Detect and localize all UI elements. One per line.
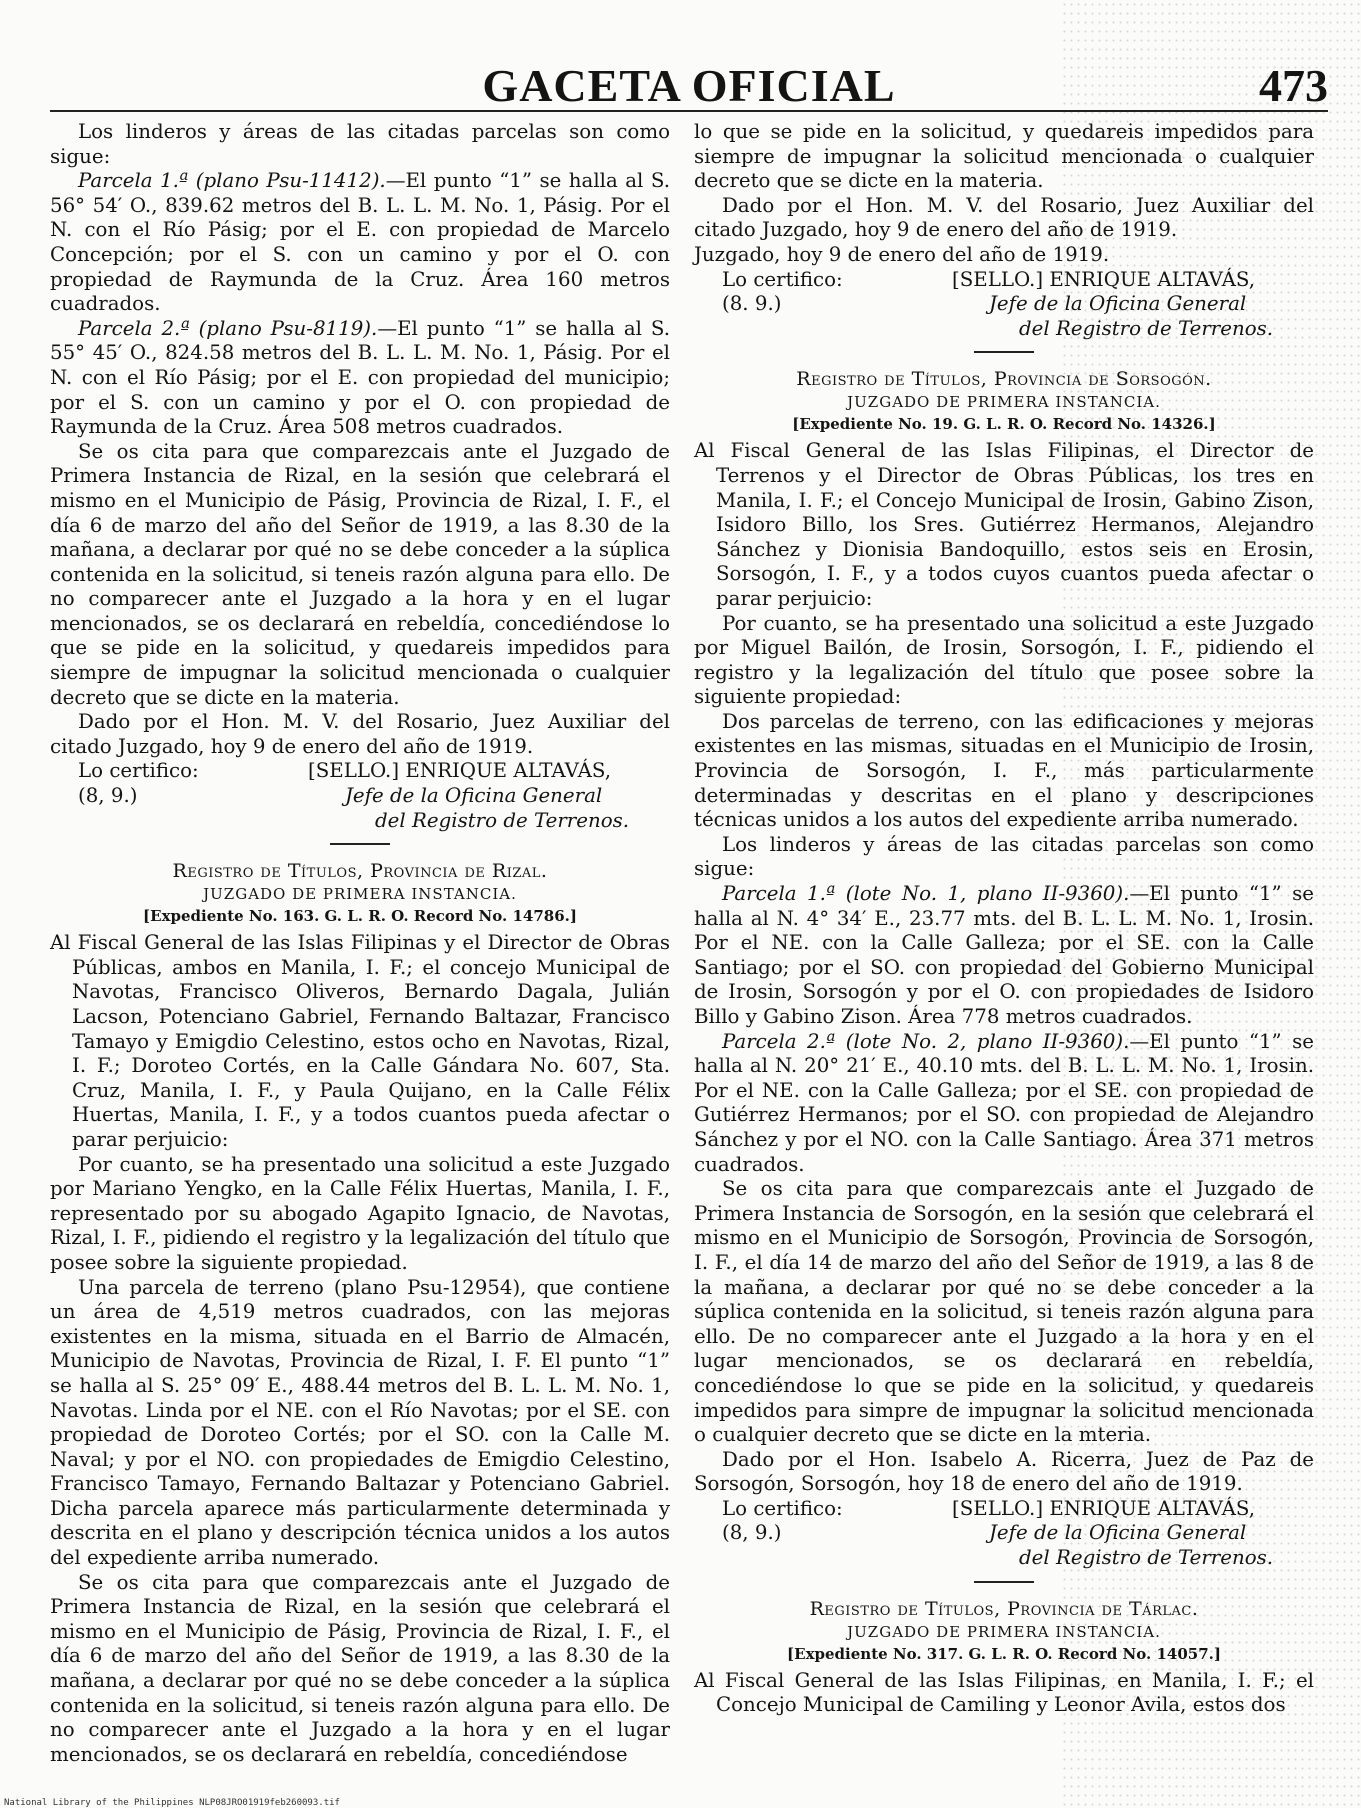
- signature-block: [694, 268, 1314, 342]
- paragraph: Dos parcelas de terreno, con las edificaciones y mejoras existentes en las mismas, situadas en el Municipio de Irosin, Provincia de Sorsogón, I. F., más particularmente determinadas y descritas en el plano y descripciones técnicas unidos a los autos del expediente arriba numerado.: [694, 709, 1314, 832]
- paragraph: Al Fiscal General de las Islas Filipinas y el Director de Obras Públicas, ambos en Manila, I. F.; el concejo Municipal de Navotas, Francisco Oliveros, Bernardo Dagala, Julián Lacson, Potenciano Gabriel, Fernando Baltazar, Francisco Tamayo y Emigdio Celestino, estos ocho en Navotas, Rizal, I. F.; Doroteo Cortés, en la Calle Gándara No. 607, Sta. Cruz, Manila, I. F., y Paula Quijano, en la Calle Félix Huertas, Manila, I. F., y a todos cuantos pueda afectar o parar perjuicio:: [50, 931, 670, 1151]
- sig-title: Jefe de la Oficina General: [345, 784, 603, 808]
- parcel-text: —El punto “1” se halla al S. 55° 45′ O., 824.58 metros del B. L. L. M. No. 1, Pásig. Por el N. con el Río Pásig; por el E. con propiedad del municipio; por el S. con un camino y por el O. con propiedad de Raymunda de la Cruz. Área 508 metros cuadrados.: [50, 316, 670, 439]
- signature-block: [694, 1497, 1314, 1571]
- parcel-title: Parcela 1.ª (plano Psu-11412).: [78, 169, 386, 193]
- section-expediente: [Expediente No. 19. G. L. R. O. Record No. 14326.]: [792, 415, 1216, 434]
- paragraph: Dado por el Hon. M. V. del Rosario, Juez Auxiliar del citado Juzgado, hoy 9 de enero del año de 1919.: [694, 193, 1314, 242]
- parcel-1: [50, 169, 670, 317]
- paragraph: Los linderos y áreas de las citadas parcelas son como sigue:: [50, 120, 670, 168]
- paragraph: Dado por el Hon. M. V. del Rosario, Juez Auxiliar del citado Juzgado, hoy 9 de enero del año de 1919.: [50, 710, 670, 758]
- paragraph: Por cuanto, se ha presentado una solicitud a este Juzgado por Mariano Yengko, en la Calle Félix Huertas, Manila, I. F., representado por su abogado Agapito Ignacio, de Navotas, Rizal, I. F., pidiendo el registro y la legalización del título que posee sobre la siguiente propiedad.: [50, 1152, 670, 1274]
- paragraph: lo que se pide en la solicitud, y quedareis impedidos para siempre de impugnar la solicitud mencionada o cualquier decreto que se dicte en la materia.: [694, 120, 1314, 193]
- parcel-title: Parcela 1.ª (lote No. 1, plano II-9360).: [722, 882, 1130, 906]
- parcel-2: [694, 1030, 1314, 1178]
- sig-name: [SELLO.] ENRIQUE ALTAVÁS,: [308, 759, 611, 783]
- paragraph: Una parcela de terreno (plano Psu-12954), que contiene un área de 4,519 metros cuadrados, con las mejoras existentes en la misma, situada en el Barrio de Almacén, Municipio de Navotas, Provincia de Rizal, I. F. El punto “1” se halla al S. 25° 09′ E., 488.44 metros del B. L. L. M. No. 1, Navotas. Linda por el NE. con el Río Navotas; por el SE. con propiedad de Doroteo Cortés; por el SO. con la Calle M. Naval; y por el NO. con propiedades de Emigdio Celestino, Francisco Tamayo, Fernando Baltazar y Potenciano Gabriel. Dicha parcela aparece más particularmente determinada y descrita en el plano y descripción técnica unidos a los autos del expediente arriba numerado.: [50, 1275, 670, 1570]
- section-expediente: [Expediente No. 163. G. L. R. O. Record No. 14786.]: [143, 907, 577, 926]
- parcel-text: —El punto “1” se halla al N. 20° 21′ E., 40.10 mts. del B. L. L. M. No. 1, Irosin. Por el NE. con la Calle Galleza; por el SE. con propiedad de Gutiérrez Hermanos; por el SO. con propiedad de Alejandro Sánchez y por el NO. con la Calle Santiago. Área 371 metros cuadrados.: [694, 1029, 1314, 1176]
- parcel-text: —El punto “1” se halla al N. 4° 34′ E., 23.77 mts. del B. L. L. M. No. 1, Irosin. Por el NE. con la Calle Galleza; por el SE. con la Calle Santiago; por el SO. con propiedad del Gobierno Municipal de Irosin, Sorsogón y por el O. con propiedades de Isidoro Billo y Gabino Zison. Área 778 metros cuadrados.: [694, 882, 1314, 1028]
- divider: [974, 351, 1034, 353]
- section-subtitle: JUZGADO DE PRIMERA INSTANCIA.: [847, 393, 1161, 412]
- scan-footer: National Library of the Philippines NLP08JRO01919feb260093.tif: [4, 1798, 340, 1808]
- right-column: [694, 120, 1314, 1718]
- paragraph: Dado por el Hon. Isabelo A. Ricerra, Juez de Paz de Sorsogón, Sorsogón, hoy 18 de enero del año de 1919.: [694, 1447, 1314, 1496]
- section-title: Registro de Títulos, Provincia de Tárlac.: [809, 1597, 1199, 1620]
- paragraph: Se os cita para que comparezcais ante el Juzgado de Primera Instancia de Rizal, en la sesión que celebrará el mismo en el Municipio de Pásig, Provincia de Rizal, I. F., el día 6 de marzo del año del Señor de 1919, a las 8.30 de la mañana, a declarar por qué no se debe conceder a la súplica contenida en la solicitud, si teneis razón alguna para ello. De no comparecer ante el Juzgado a la hora y en el lugar mencionados, se os declarará en rebeldía, concediéndose lo que se pide en la solicitud, y quedareis impedidos para siempre de impugnar la solicitud mencionada o cualquier decreto que se dicte en la materia.: [50, 439, 670, 709]
- paragraph: Al Fiscal General de las Islas Filipinas, el Director de Terrenos y el Director de Obras Públicas, los tres en Manila, I. F.; el Concejo Municipal de Irosin, Gabino Zison, Isidoro Billo, los Sres. Gutiérrez Hermanos, Alejandro Sánchez y Dionisia Bandoquillo, estos seis en Erosin, Sorsogón, I. F., y a todos cuyos cuantos pueda afectar o parar perjuicio:: [694, 439, 1314, 610]
- sig-name: [SELLO.] ENRIQUE ALTAVÁS,: [952, 1496, 1255, 1520]
- sig-date: (8, 9.): [78, 784, 138, 808]
- left-column: [50, 120, 670, 1767]
- sig-title: Jefe de la Oficina General: [989, 292, 1247, 316]
- section-title: Registro de Títulos, Provincia de Sorsogón.: [796, 368, 1212, 391]
- sig-label: Lo certifico:: [722, 1496, 843, 1520]
- section-expediente: [Expediente No. 317. G. L. R. O. Record No. 14057.]: [787, 1644, 1221, 1663]
- parcel-text: —El punto “1” se halla al S. 56° 54′ O., 839.62 metros del B. L. L. M. No. 1, Pásig. Por el N. con el Río Pásig; por el E. con propiedad de Marcelo Concepción; por el S. con un camino y por el O. con propiedad de Raymunda de la Cruz. Área 160 metros cuadrados.: [50, 169, 670, 316]
- sig-date: (8, 9.): [722, 1521, 782, 1545]
- paragraph: Por cuanto, se ha presentado una solicitud a este Juzgado por Miguel Bailón, de Irosin, Sorsogón, I. F., pidiendo el registro y la legalización del título que posee sobre la siguiente propiedad:: [694, 611, 1314, 709]
- parcel-2: [50, 317, 670, 440]
- sig-label: Lo certifico:: [78, 759, 199, 783]
- parcel-title: Parcela 2.ª (lote No. 2, plano II-9360).: [722, 1029, 1130, 1053]
- section-subtitle: JUZGADO DE PRIMERA INSTANCIA.: [847, 1622, 1161, 1641]
- paragraph: Los linderos y áreas de las citadas parcelas son como sigue:: [694, 832, 1314, 881]
- paragraph: Se os cita para que comparezcais ante el Juzgado de Primera Instancia de Sorsogón, en la sesión que celebrará el mismo en el Municipio de Sorsogón, Provincia de Sorsogón, I. F., el día 14 de marzo del año del Señor de 1919, a las 8 de la mañana, a declarar por qué no se debe conceder a la súplica contenida en la solicitud, si teneis razón alguna para ello. De no comparecer ante el Juzgado a la hora y en el lugar mencionados, se os declarará en rebeldía, concediéndose lo que se pide en la solicitud, y quedareis impedidos para simpre de impugnar la solicitud mencionada o cualquier decreto que se dicte en la mteria.: [694, 1177, 1314, 1447]
- page-header: [50, 62, 1328, 112]
- signature-block: [50, 759, 670, 833]
- parcel-1: [694, 882, 1314, 1030]
- sig-title2: del Registro de Terrenos.: [375, 808, 630, 832]
- sig-title2: del Registro de Terrenos.: [1019, 1546, 1274, 1570]
- sig-label: Lo certifico:: [722, 267, 843, 291]
- masthead: GACETA OFICIAL: [482, 60, 896, 111]
- sig-title2: del Registro de Terrenos.: [1019, 316, 1274, 340]
- divider: [330, 843, 390, 845]
- paragraph: Se os cita para que comparezcais ante el Juzgado de Primera Instancia de Rizal, en la sesión que celebrará el mismo en el Municipio de Pásig, Provincia de Rizal, I. F., el día 6 de marzo del año del Señor de 1919, a las 8.30 de la mañana, a declarar por qué no se debe conceder a la súplica contenida en la solicitud, si teneis razón alguna para ello. De no comparecer ante el Juzgado a la hora y en el lugar mencionados, se os declarará en rebeldía, concediéndose: [50, 1570, 670, 1766]
- sig-title: Jefe de la Oficina General: [989, 1521, 1247, 1545]
- divider: [974, 1581, 1034, 1583]
- paragraph: Juzgado, hoy 9 de enero del año de 1919.: [694, 242, 1110, 266]
- paragraph: Al Fiscal General de las Islas Filipinas, en Manila, I. F.; el Concejo Municipal de Camiling y Leonor Avila, estos dos: [694, 1668, 1314, 1717]
- section-title: Registro de Títulos, Provincia de Rizal.: [172, 860, 548, 883]
- page-number: 473: [1259, 60, 1328, 111]
- parcel-title: Parcela 2.ª (plano Psu-8119).: [78, 316, 378, 340]
- sig-date: (8. 9.): [722, 292, 782, 316]
- sig-name: [SELLO.] ENRIQUE ALTAVÁS,: [952, 267, 1255, 291]
- section-subtitle: JUZGADO DE PRIMERA INSTANCIA.: [203, 885, 517, 904]
